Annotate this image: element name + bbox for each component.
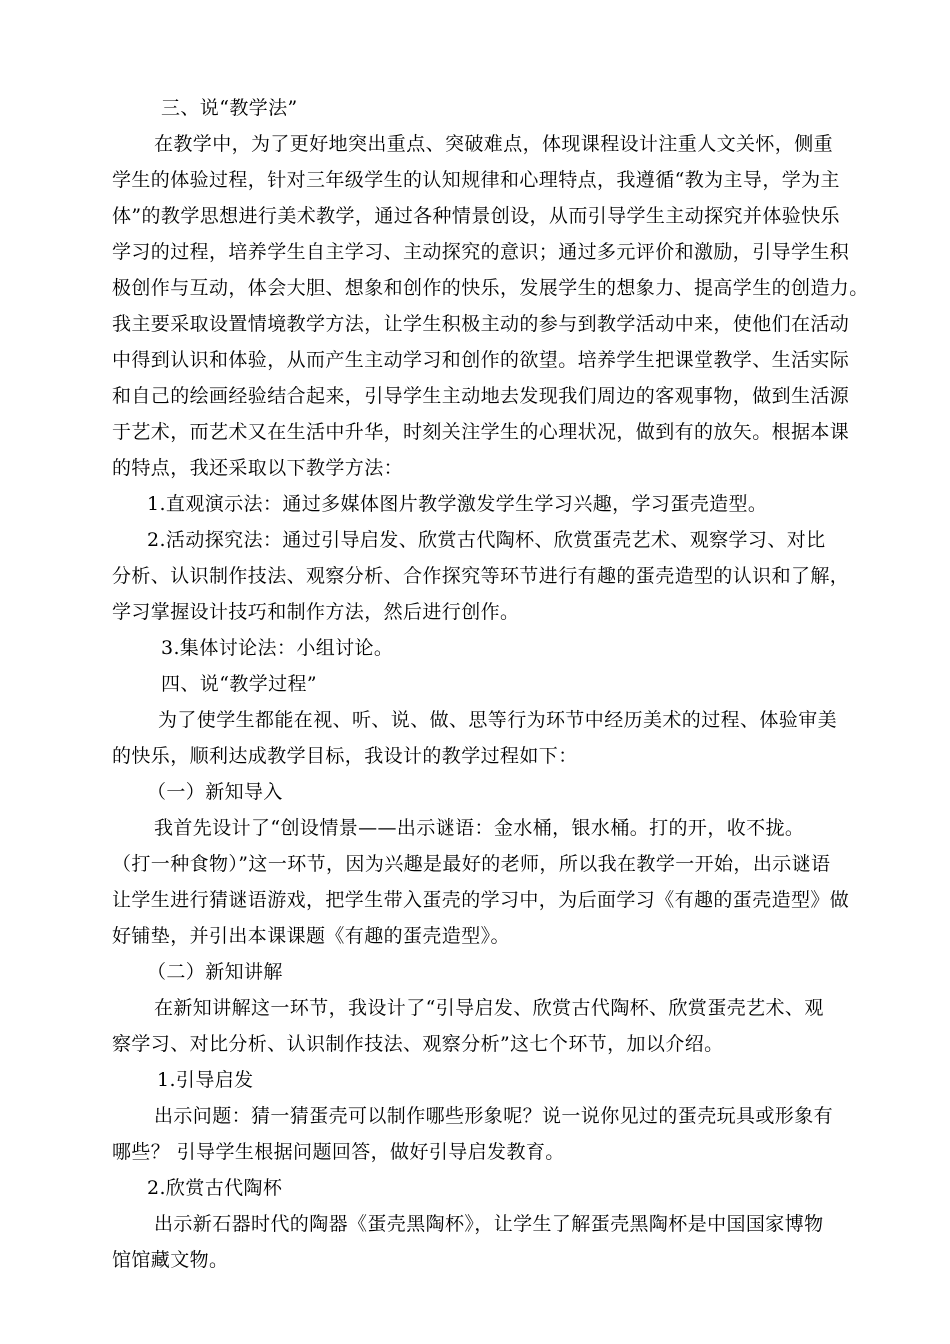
paragraph-line: 分析、认识制作技法、观察分析、合作探究等环节进行有趣的蛋壳造型的认识和了解， — [112, 565, 850, 587]
paragraph-line: 馆馆藏文物。 — [112, 1249, 229, 1271]
paragraph-line: 的特点，我还采取以下教学方法： — [112, 457, 404, 479]
paragraph-line: 哪些？ 引导学生根据问题回答，做好引导启发教育。 — [112, 1141, 565, 1163]
paragraph-line: 和自己的绘画经验结合起来，引导学生主动地去发现我们周边的客观事物，做到生活源 — [112, 385, 850, 407]
paragraph-line: 的快乐，顺利达成教学目标，我设计的教学过程如下： — [112, 745, 578, 767]
step-heading-2: 2.欣赏古代陶杯 — [147, 1177, 283, 1199]
paragraph-line: 我主要采取设置情境教学方法，让学生积极主动的参与到教学活动中来，使他们在活动 — [112, 313, 850, 335]
paragraph-line: 极创作与互动，体会大胆、想象和创作的快乐，发展学生的想象力、提高学生的创造力。 — [112, 277, 869, 299]
paragraph-line: 中得到认识和体验，从而产生主动学习和创作的欲望。培养学生把课堂教学、生活实际 — [112, 349, 850, 371]
paragraph-line: 好铺垫，并引出本课课题《有趣的蛋壳造型》。 — [112, 925, 510, 947]
method-item-1: 1.直观演示法：通过多媒体图片教学激发学生学习兴趣，学习蛋壳造型。 — [147, 493, 768, 515]
paragraph-line: （打一种食物）”这一环节，因为兴趣是最好的老师，所以我在教学一开始，出示谜语 — [112, 853, 831, 875]
section-heading-teaching-method: 三、说“教学法” — [161, 97, 298, 119]
subsection-heading-intro: （一）新知导入 — [147, 781, 283, 803]
method-item-3: 3.集体讨论法：小组讨论。 — [161, 637, 394, 659]
paragraph-line: 察学习、对比分析、认识制作技法、观察分析”这七个环节，加以介绍。 — [112, 1033, 724, 1055]
paragraph-line: 让学生进行猜谜语游戏，把学生带入蛋壳的学习中，为后面学习《有趣的蛋壳造型》做 — [112, 889, 850, 911]
subsection-heading-explain: （二）新知讲解 — [147, 961, 283, 983]
paragraph-line: 学生的体验过程，针对三年级学生的认知规律和心理特点，我遵循“教为主导，学为主 — [112, 169, 840, 191]
paragraph-line: 体”的教学思想进行美术教学，通过各种情景创设，从而引导学生主动探究并体验快乐 — [112, 205, 840, 227]
step-heading-1: 1.引导启发 — [157, 1069, 254, 1091]
paragraph-line: 学习的过程，培养学生自主学习、主动探究的意识；通过多元评价和激励，引导学生积 — [112, 241, 850, 263]
section-heading-teaching-process: 四、说“教学过程” — [161, 673, 318, 695]
paragraph-line: 在教学中，为了更好地突出重点、突破难点，体现课程设计注重人文关怀，侧重 — [154, 133, 834, 155]
paragraph-line: 出示问题：猜一猜蛋壳可以制作哪些形象呢？说一说你见过的蛋壳玩具或形象有 — [154, 1105, 834, 1127]
paragraph-line: 出示新石器时代的陶器《蛋壳黑陶杯》，让学生了解蛋壳黑陶杯是中国国家博物 — [154, 1213, 824, 1235]
paragraph-line: 在新知讲解这一环节，我设计了“引导启发、欣赏古代陶杯、欣赏蛋壳艺术、观 — [154, 997, 824, 1019]
paragraph-line: 学习掌握设计技巧和制作方法，然后进行创作。 — [112, 601, 520, 623]
paragraph-line: 为了使学生都能在视、听、说、做、思等行为环节中经历美术的过程、体验审美 — [158, 709, 838, 731]
paragraph-line: 我首先设计了“创设情景——出示谜语：金水桶，银水桶。打的开，收不拢。 — [154, 817, 805, 839]
paragraph-line: 于艺术，而艺术又在生活中升华，时刻关注学生的心理状况，做到有的放矢。根据本课 — [112, 421, 850, 443]
method-item-2: 2.活动探究法：通过引导启发、欣赏古代陶杯、欣赏蛋壳艺术、观察学习、对比 — [147, 529, 826, 551]
